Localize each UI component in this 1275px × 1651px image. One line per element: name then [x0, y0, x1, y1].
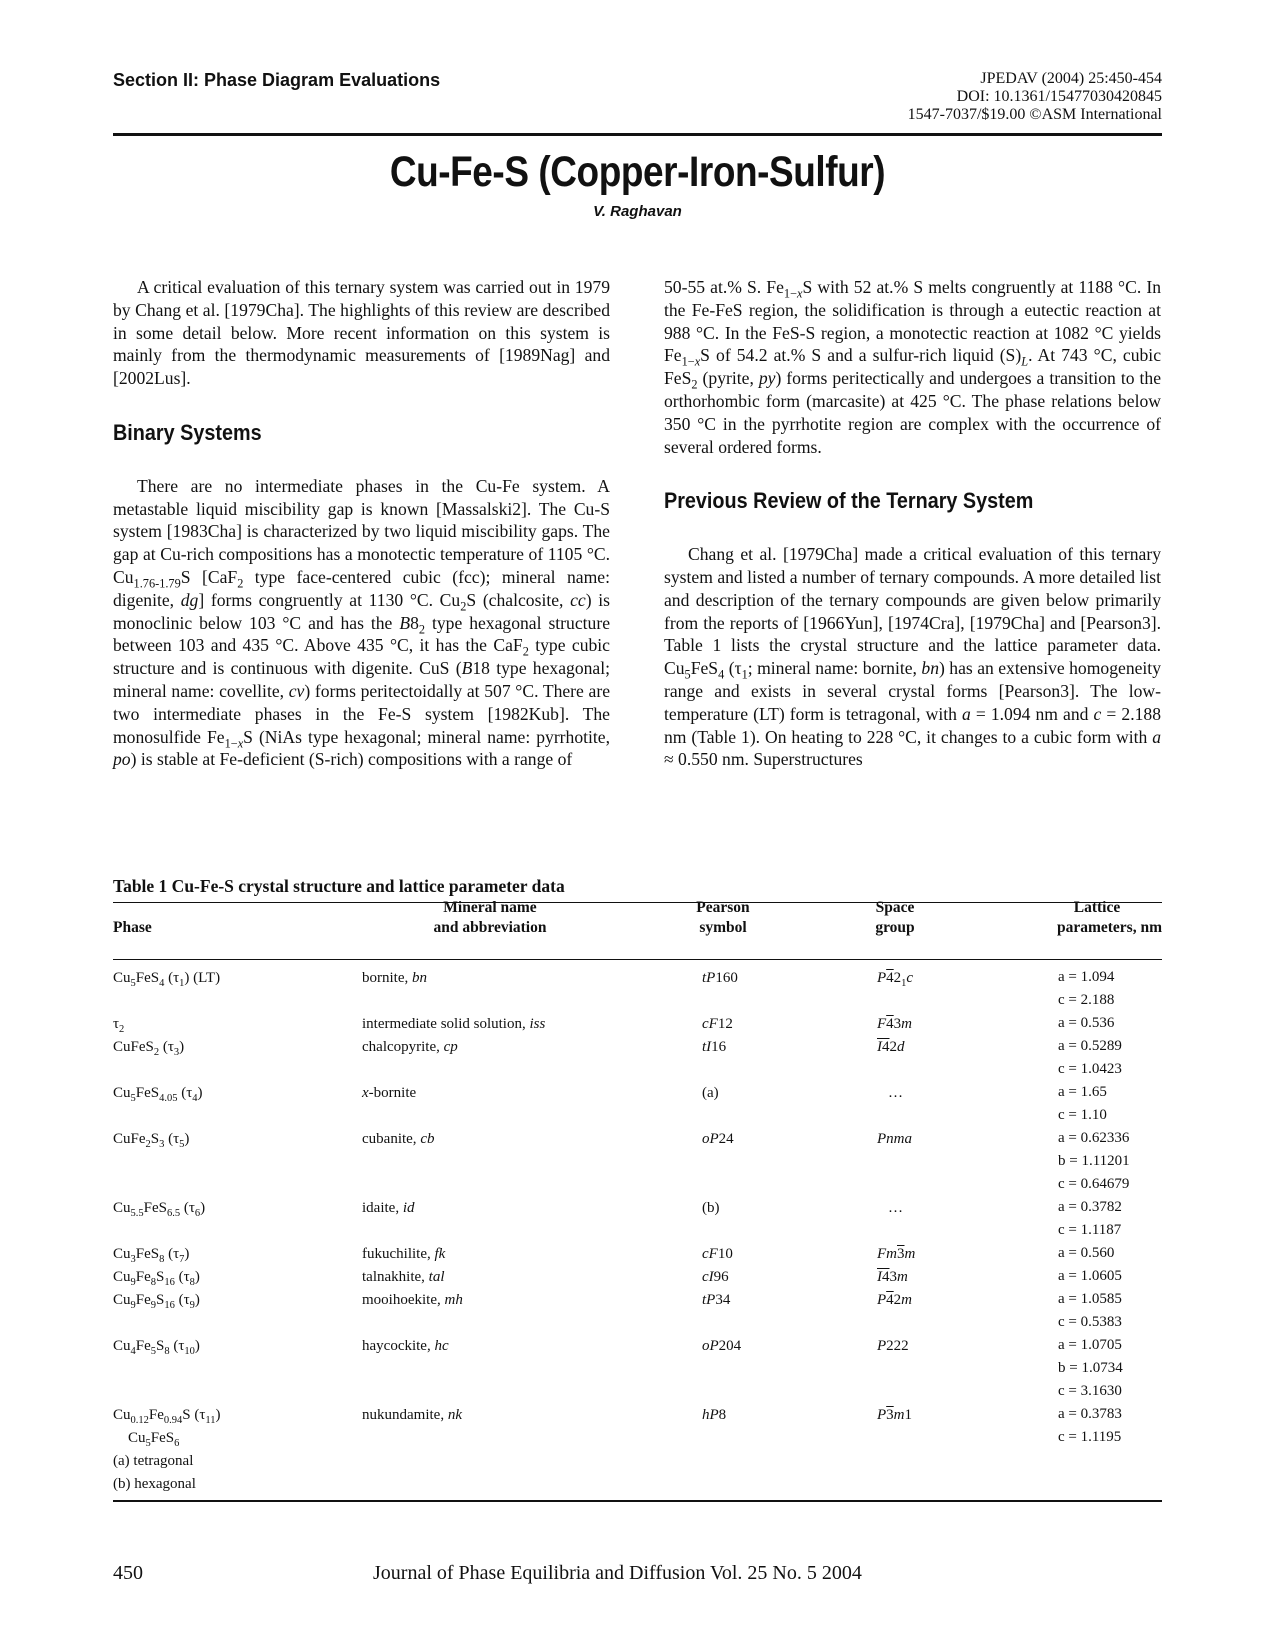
- table-note: (a) tetragonal: [113, 1453, 194, 1469]
- table-row-space-group: …: [888, 1085, 903, 1101]
- table-row-pearson: oP24: [702, 1131, 734, 1147]
- intro-paragraph: A critical evaluation of this ternary system was carried out in 1979 by Chang et al. [1979Cha]. The highlights of this review are described in some detail below. More recent information on this system is mainly from the thermodynamic measurements of [1989Nag] and [2002Lus].: [113, 277, 610, 389]
- table-row-lattice: a = 0.5289 c = 1.0423: [1058, 1038, 1122, 1077]
- table-row-pearson: cI96: [702, 1269, 729, 1285]
- col-header-space-group: Space group: [875, 899, 915, 936]
- previous-review-paragraph: Chang et al. [1979Cha] made a critical evaluation of this ternary system and listed a number of ternary compounds. A more detailed list and description of the ternary compounds are given below primarily from the reports of [1966Yun], [1974Cra], [1979Cha] and [Pearson3]. Table 1 lists the crystal structure and the lattice parameter data. $Cu_5FeS_4$ ($\tau_1$; mineral name: bornite, bn) has an extensive homogeneity range and exists in several crystal forms [Pearson3]. The low-temperature (LT) form is tetragonal, with a = 1.094 nm and c = 2.188 nm (Table 1). On heating to 228 °C, it changes to a cubic form with a ≈ 0.550 nm. Superstructures: [664, 544, 1161, 770]
- table-row-phase: CuFeS$_2$ $(\tau_3)$: [113, 1039, 185, 1058]
- table-row-lattice: a = 1.094 c = 2.188: [1058, 969, 1115, 1008]
- table-row-space-group: P222: [877, 1338, 909, 1354]
- article-title: Cu-Fe-S (Copper-Iron-Sulfur): [389, 148, 886, 196]
- table-row-space-group: Fm3m: [877, 1246, 916, 1262]
- table-row-mineral: chalcopyrite, cp: [362, 1039, 458, 1055]
- table-row-lattice: a = 0.62336 b = 1.11201 c = 0.64679: [1058, 1130, 1130, 1192]
- table-row-phase: $Cu_9Fe_8S_{16}$ $(\tau_8)$: [113, 1269, 200, 1288]
- table-row-phase: $\tau_2$: [113, 1016, 125, 1035]
- binary-paragraph: There are no intermediate phases in the Cu-Fe system. A metastable liquid miscibility gap is known [Massalski2]. The Cu-S system [1983Cha] is characterized by two liquid miscibility gaps. The gap at Cu-rich compositions has a monotectic temperature of 1105 °C. $Cu_{1.76-1.79}S$ [CaF$_2$ type face-centered cubic (fcc); mineral name: digenite, dg] forms congruently at 1130 °C. $Cu_2S$ (chalcosite, cc) is monoclinic below 103 °C and has the $B8_2$ type hexagonal structure between 103 and 435 °C. Above 435 °C, it has the CaF$_2$ type cubic structure and is continuous with digenite. CuS (B18 type hexagonal; mineral name: covellite, cv) forms peritectoidally at 507 °C. There are two intermediate phases in the Fe-S system [1982Kub]. The monosulfide $Fe_{1-x}S$ (NiAs type hexagonal; mineral name: pyrrhotite, po) is stable at Fe-deficient (S-rich) compositions with a range of: [113, 475, 611, 770]
- table-row-space-group: Pnma: [877, 1131, 912, 1147]
- table-row-lattice: a = 1.0605: [1058, 1268, 1122, 1284]
- table-row-mineral: mooihoekite, mh: [362, 1292, 463, 1308]
- table-row-space-group: P3m1: [877, 1407, 913, 1423]
- author: V. Raghavan: [593, 203, 682, 220]
- journal-citation: JPEDAV (2004) 25:450-454: [980, 70, 1162, 87]
- table-rule-mid: [113, 959, 1162, 960]
- journal-meta: [908, 70, 1162, 124]
- table-row-lattice: a = 0.3783 c = 1.1195: [1058, 1406, 1122, 1445]
- left-column: [113, 276, 610, 771]
- table-row-phase: $CuFe_2S_3$ $(\tau_5)$: [113, 1131, 190, 1150]
- table-row-lattice: a = 1.65 c = 1.10: [1058, 1084, 1107, 1123]
- table-row-lattice: a = 0.3782 c = 1.1187: [1058, 1199, 1122, 1238]
- table-row-pearson: cF12: [702, 1016, 733, 1032]
- table-row-mineral: x-bornite: [362, 1085, 417, 1101]
- table-row-phase: $Cu_5FeS_4$ $(\tau_1)$ (LT): [113, 970, 221, 989]
- table-row-phase: $Cu_{0.12}Fe_{0.94}S$ $(\tau_{11})$: [113, 1407, 221, 1426]
- table-row-phase: $Cu_3FeS_8$ $(\tau_7)$: [113, 1246, 190, 1265]
- table-row-mineral: fukuchilite, fk: [362, 1246, 446, 1262]
- table-row-pearson: tP34: [702, 1292, 731, 1308]
- col-header-pearson: Pearson symbol: [696, 899, 750, 936]
- table-row-mineral: talnakhite, tal: [362, 1269, 445, 1285]
- table-row-space-group: …: [888, 1200, 903, 1216]
- table-row-phase: $Cu_{5.5}FeS_{6.5}$ $(\tau_6)$: [113, 1200, 206, 1219]
- journal-footer: Journal of Phase Equilibria and Diffusion Vol. 25 No. 5 2004: [373, 1562, 862, 1584]
- table-row-phase-alt: $Cu_5FeS_6$: [128, 1430, 180, 1449]
- table-row-mineral: haycockite, hc: [362, 1338, 449, 1354]
- right-column: [664, 276, 1161, 771]
- page-number: 450: [113, 1562, 143, 1584]
- table-row-pearson: oP204: [702, 1338, 742, 1354]
- heading-binary-systems: Binary Systems: [113, 419, 262, 445]
- table-note: (b) hexagonal: [113, 1476, 196, 1492]
- table-row-lattice: a = 0.536: [1058, 1015, 1115, 1031]
- table-caption: Table 1 Cu-Fe-S crystal structure and lattice parameter data: [113, 876, 565, 896]
- doi: DOI: 10.1361/15477030420845: [956, 88, 1162, 105]
- table-row-pearson: (b): [702, 1200, 720, 1216]
- col-header-phase: Phase: [113, 919, 152, 936]
- issn-price: 1547-7037/$19.00 ©ASM International: [907, 106, 1162, 123]
- table-rule-bottom: [113, 1500, 1162, 1502]
- table-row-pearson: tP160: [702, 970, 738, 986]
- table-row-space-group: $\overline{I}42d$: [877, 1039, 905, 1055]
- table-row-pearson: hP8: [702, 1407, 727, 1423]
- table-row-space-group: $P42_1c$: [877, 970, 914, 989]
- table-row-space-group: $\overline{I}43m$: [877, 1269, 908, 1285]
- section-label: Section II: Phase Diagram Evaluations: [113, 70, 441, 90]
- table-row-space-group: F43m: [877, 1016, 913, 1032]
- table-row-lattice: a = 1.0585 c = 0.5383: [1058, 1291, 1122, 1330]
- table-row-lattice: a = 0.560: [1058, 1245, 1115, 1261]
- header-rule: [113, 133, 1162, 136]
- table-row-pearson: cF10: [702, 1246, 733, 1262]
- table-row-pearson: (a): [702, 1085, 719, 1101]
- col-header-lattice: Lattice parameters, nm: [1056, 899, 1162, 936]
- table-row-mineral: nukundamite, nk: [362, 1407, 462, 1423]
- heading-previous-review: Previous Review of the Ternary System: [664, 488, 1034, 514]
- table-row-phase: $Cu_9Fe_9S_{16}$ $(\tau_9)$: [113, 1292, 200, 1311]
- table-row-phase: $Cu_4Fe_5S_8$ $(\tau_{10})$: [113, 1338, 200, 1357]
- table-row-mineral: idaite, id: [362, 1200, 415, 1216]
- table-row-mineral: bornite, bn: [362, 970, 427, 986]
- table-row-mineral: cubanite, cb: [362, 1131, 435, 1147]
- table-row-pearson: tI16: [702, 1039, 727, 1055]
- binary-paragraph-continued: 50-55 at.% S. $Fe_{1-x}S$ with 52 at.% S melts congruently at 1188 °C. In the Fe-FeS region, the solidification is through a eutectic reaction at 988 °C. In the FeS-S region, a monotectic reaction at 1082 °C yields $Fe_{1-x}S$ of 54.2 at.% S and a sulfur-rich liquid $(S)_L$. At 743 °C, cubic FeS$_2$ (pyrite, py) forms peritectically and undergoes a transition to the orthorhombic form (marcasite) at 425 °C. The phase relations below 350 °C in the pyrrhotite region are complex with the occurrence of several ordered forms.: [664, 277, 1162, 457]
- table-row-space-group: P42m: [877, 1292, 913, 1308]
- table-row-lattice: a = 1.0705 b = 1.0734 c = 3.1630: [1058, 1337, 1123, 1399]
- table-row-mineral: intermediate solid solution, iss: [362, 1016, 546, 1032]
- col-header-mineral: Mineral name and abbreviation: [433, 899, 547, 936]
- table-row-phase: $Cu_5FeS_{4.05}$ $(\tau_4)$: [113, 1085, 203, 1104]
